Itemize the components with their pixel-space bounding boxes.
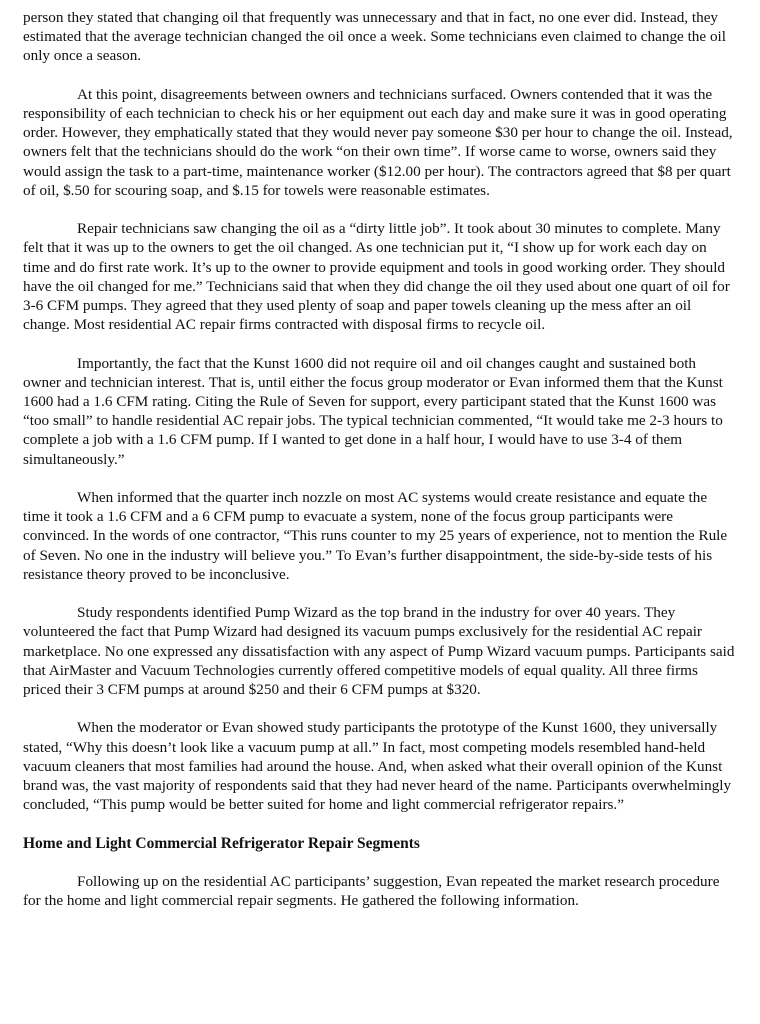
paragraph-refrigerator-segment-intro: Following up on the residential AC participants’ suggestion, Evan repeated the market research procedure for the home and light commercial repair segments. He gathered the following information. [23, 873, 720, 910]
paragraph-kunst-1600-interest: Importantly, the fact that the Kunst 1600 did not require oil and oil changes caught and sustained both owner and technician interest. That is, until either the focus group moderator or Evan informed them that the Kunst 1600 had a 1.6 CFM rating. Citing the Rule of Seven for support, every participant stated that the Kunst 1600 was “too small” to handle residential AC repair jobs. The typical technician commented, “It would take me 2-3 hours to complete a job with a 1.6 CFM pump. If I wanted to get done in a half hour, I would have to use 3-4 of them simultaneously.” [23, 354, 723, 468]
document-page [23, 8, 735, 930]
paragraph-resistance-theory: When informed that the quarter inch nozzle on most AC systems would create resistance and equate the time it took a 1.6 CFM and a 6 CFM pump to evacuate a system, none of the focus group participants were convinced. In the words of one contractor, “This runs counter to my 25 years of experience, not to mention the Rule of Seven. No one in the industry will believe you.” To Evan’s further disappointment, the side-by-side tests of his resistance theory proved to be inconclusive. [23, 489, 728, 583]
paragraph-pump-wizard-brand: Study respondents identified Pump Wizard as the top brand in the industry for over 40 years. They volunteered the fact that Pump Wizard had designed its vacuum pumps exclusively for the residential AC repair marketplace. No one expressed any dissatisfaction with any aspect of Pump Wizard vacuum pumps. Participants said that AirMaster and Vacuum Technologies currently offered competitive models of equal quality. All three firms priced their 3 CFM pumps at around $250 and their 6 CFM pumps at $320. [23, 604, 735, 699]
paragraph-continuation: person they stated that changing oil that frequently was unnecessary and that in fact, no one ever did. Instead, they estimated that the average technician changed the oil once a week. Some technicians even claimed to change the oil only once a season. [23, 9, 726, 65]
paragraph-owners-technicians-disagreement: At this point, disagreements between owners and technicians surfaced. Owners contended that it was the responsibility of each technician to check his or her equipment out each day and make sure it was in good operating order. However, they emphatically stated that they would never pay someone $30 per hour to change the oil. Instead, owners felt that the technicians should do the work “on their own time”. If worse came to worse, owners said they would assign the task to a part-time, maintenance worker ($12.00 per hour). The contractors agreed that $8 per quart of oil, $.50 for scouring soap, and $.15 for towels were reasonable estimates. [23, 85, 733, 199]
section-heading: Home and Light Commercial Refrigerator Repair Segments [23, 834, 420, 852]
paragraph-prototype-reaction: When the moderator or Evan showed study participants the prototype of the Kunst 1600, they universally stated, “Why this doesn’t look like a vacuum pump at all.” In fact, most competing models resembled hand-held vacuum cleaners that most families had around the house. And, when asked what their overall opinion of the Kunst brand was, the vast majority of respondents said that they had never heard of the name. Participants overwhelmingly concluded, “This pump would be better suited for home and light commercial refrigerator repairs.” [23, 719, 732, 814]
paragraph-technicians-dirty-job: Repair technicians saw changing the oil as a “dirty little job”. It took about 30 minutes to complete. Many felt that it was up to the owners to get the oil changed. As one technician put it, “I show up for work each day on time and do first rate work. It’s up to the owner to provide equipment and tools in good working order. They should have the oil changed for me.” Technicians said that when they did change the oil they used about one quart of oil for 3-6 CFM pumps. They agreed that they used plenty of soap and paper towels cleaning up the mess after an oil change. Most residential AC repair firms contracted with disposal firms to recycle oil. [23, 220, 730, 334]
